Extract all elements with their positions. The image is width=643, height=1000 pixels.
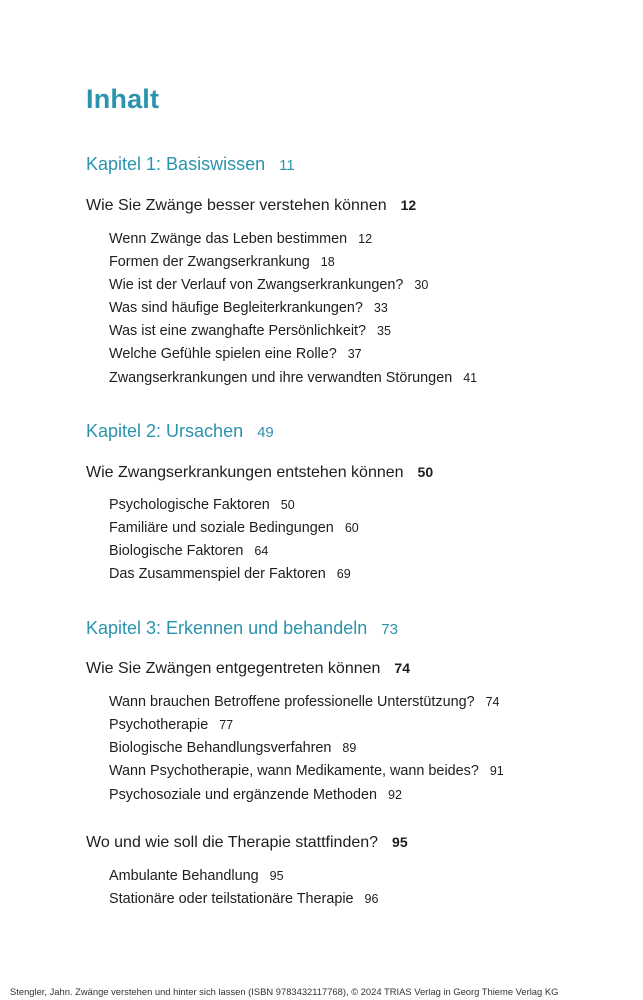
section-title: Wie Sie Zwänge besser verstehen können <box>86 197 387 214</box>
toc-entry-page: 37 <box>347 347 362 361</box>
chapter-title: Kapitel 1: Basiswissen <box>86 154 266 174</box>
toc-entry-title: Biologische Faktoren <box>109 543 244 559</box>
toc-entry-page: 74 <box>485 695 500 709</box>
chapter-page-number: 11 <box>279 157 295 174</box>
section-heading <box>86 834 408 852</box>
toc-entry <box>109 787 402 803</box>
toc-entry-title: Psychotherapie <box>109 717 209 733</box>
page-title: Inhalt <box>86 84 160 114</box>
toc-entry-title: Wie ist der Verlauf von Zwangserkrankungen? <box>109 277 404 293</box>
toc-entry-title: Das Zusammenspiel der Faktoren <box>109 566 326 582</box>
toc-entry <box>109 717 233 733</box>
toc-entry-title: Wann brauchen Betroffene professionelle Unterstützung? <box>109 694 475 710</box>
toc-entry-page: 41 <box>463 371 478 385</box>
toc-entry-page: 64 <box>254 544 269 558</box>
toc-entry-title: Formen der Zwangserkrankung <box>109 254 310 270</box>
toc-entry <box>109 231 372 247</box>
chapter-title: Kapitel 2: Ursachen <box>86 421 244 441</box>
chapter-page-number: 49 <box>257 424 274 441</box>
toc-entry-title: Zwangserkrankungen und ihre verwandten Störungen <box>109 370 453 386</box>
toc-entry-page: 96 <box>364 892 379 906</box>
toc-entry-page: 95 <box>269 869 284 883</box>
toc-entry-title: Wann Psychotherapie, wann Medikamente, wann beides? <box>109 763 479 779</box>
toc-entry-page: 12 <box>358 232 373 246</box>
toc-entry-title: Was ist eine zwanghafte Persönlichkeit? <box>109 323 367 339</box>
toc-entry <box>109 497 295 513</box>
toc-entry <box>109 868 284 884</box>
section-page-number: 95 <box>392 834 408 850</box>
toc-entry <box>109 520 359 536</box>
toc-entry-page: 33 <box>373 301 388 315</box>
toc-entry-title: Psychosoziale und ergänzende Methoden <box>109 787 378 803</box>
chapter-heading <box>86 618 398 639</box>
toc-entry <box>109 300 388 316</box>
section-page-number: 74 <box>394 660 410 676</box>
toc-entry-page: 89 <box>342 741 357 755</box>
toc-entry-title: Was sind häufige Begleiterkrankungen? <box>109 300 363 316</box>
toc-entry-title: Ambulante Behandlung <box>109 868 259 884</box>
copyright-footer: Stengler, Jahn. Zwänge verstehen und hinter sich lassen (ISBN 9783432117768), © 2024 TRIAS Verlag in Georg Thieme Verlag KG <box>10 986 559 997</box>
toc-entry-page: 91 <box>489 764 504 778</box>
toc-entry-title: Biologische Behandlungsverfahren <box>109 740 332 756</box>
toc-entry-page: 35 <box>377 324 391 338</box>
toc-entry-title: Psychologische Faktoren <box>109 497 270 513</box>
toc-entry-page: 92 <box>388 788 402 802</box>
toc-entry-page: 50 <box>280 498 295 512</box>
toc-entry <box>109 323 391 339</box>
toc-entry-title: Welche Gefühle spielen eine Rolle? <box>109 346 337 362</box>
toc-entry <box>109 763 504 779</box>
toc-entry <box>109 277 428 293</box>
toc-entry <box>109 346 362 362</box>
toc-entry <box>109 543 268 559</box>
toc-entry <box>109 566 351 582</box>
toc-entry <box>109 254 335 270</box>
toc-entry-page: 77 <box>219 718 234 732</box>
toc-entry-page: 69 <box>336 567 351 581</box>
toc-entry <box>109 891 378 907</box>
section-heading <box>86 660 410 678</box>
toc-entry-page: 60 <box>344 521 359 535</box>
toc-entry <box>109 740 356 756</box>
section-heading <box>86 464 433 482</box>
section-title: Wie Zwangserkrankungen entstehen können <box>86 464 404 481</box>
section-heading <box>86 197 416 215</box>
section-page-number: 50 <box>417 464 434 480</box>
toc-entry-page: 18 <box>320 255 335 269</box>
section-page-number: 12 <box>400 197 417 213</box>
chapter-title: Kapitel 3: Erkennen und behandeln <box>86 618 368 638</box>
toc-entry <box>109 694 500 710</box>
section-title: Wie Sie Zwängen entgegentreten können <box>86 660 381 677</box>
toc-entry-title: Stationäre oder teilstationäre Therapie <box>109 891 354 907</box>
toc-entry-title: Wenn Zwänge das Leben bestimmen <box>109 231 348 247</box>
chapter-heading <box>86 421 274 442</box>
toc-entry <box>109 370 477 386</box>
chapter-heading <box>86 154 295 175</box>
section-title: Wo und wie soll die Therapie stattfinden? <box>86 834 379 851</box>
chapter-page-number: 73 <box>381 621 398 638</box>
toc-entry-page: 30 <box>414 278 429 292</box>
toc-entry-title: Familiäre und soziale Bedingungen <box>109 520 334 536</box>
